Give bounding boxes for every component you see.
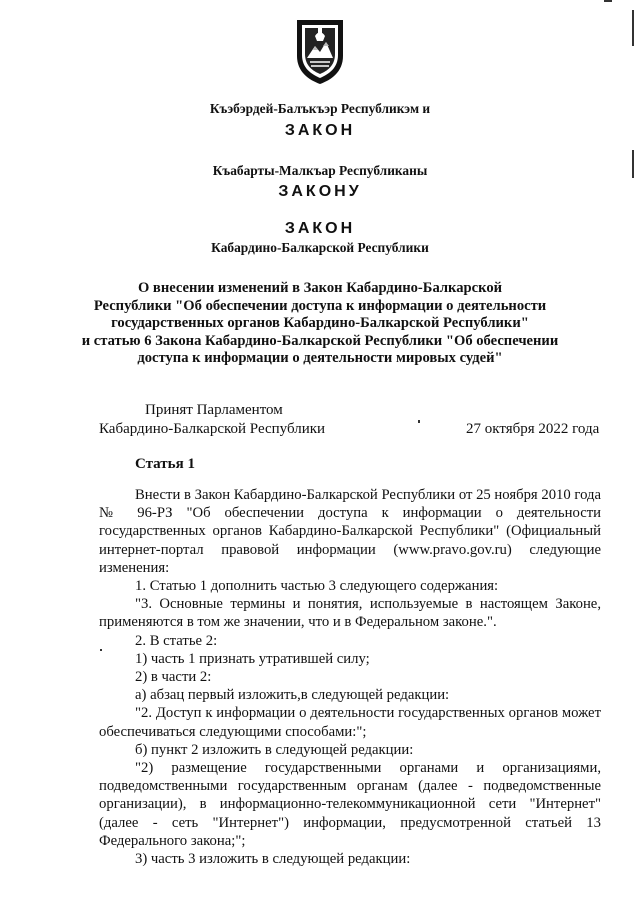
scan-artifact [632,150,634,178]
law-title [80,280,560,368]
russian-law-heading: ЗАКОН [284,220,356,237]
article-paragraph: "2) размещение государственными органами и организациями, подведомственными государственным органам (далее - подведомственные организации), в информационно-телекоммуникационной сети "Интернет" (далее - сеть "Интернет") информации, предусмотренной статьей 13 Федерального закона;"; [99,760,601,849]
title-line: О внесении изменений в Закон Кабардино-Балкарской [137,280,503,296]
scan-artifact [632,10,634,46]
adoption-date: 27 октября 2022 года [466,421,600,437]
article-paragraph: 1. Статью 1 дополнить частью 3 следующего содержания: [135,578,499,595]
scan-artifact [604,0,612,2]
article-paragraph: "3. Основные термины и понятия, используемые в настоящем Законе, применяются в том же значении, что и в Федеральном законе.". [99,596,601,631]
russian-republic-line: Кабардино-Балкарской Республики [211,240,429,255]
article-paragraph: 2. В статье 2: [135,632,218,649]
kabardian-law-heading: ЗАКОН [284,122,356,139]
title-line: Республики "Об обеспечении доступа к информации о деятельности [93,297,547,314]
coat-of-arms-emblem [293,16,347,86]
adopted-by-parliament: Принят Парламентом [145,402,283,418]
article-body [99,486,601,868]
article-paragraph: "2. Доступ к информации о деятельности государственных органов может обеспечиваться следующими способами:"; [99,705,601,740]
title-line: государственных органов Кабардино-Балкарской Республики" [111,315,529,332]
balkar-republic-line: Къабарты-Малкъар Республиканы [212,163,428,178]
kabardian-republic-line: Къэбэрдей-Балъкъэр Республикэм и [209,101,431,116]
title-line: и статью 6 Закона Кабардино-Балкарской Республики "Об обеспечении [81,332,559,349]
article-paragraph: б) пункт 2 изложить в следующей редакции: [135,741,414,758]
scan-artifact [100,649,102,651]
article-paragraph: 3) часть 3 изложить в следующей редакции: [135,851,411,868]
article-paragraph: Внести в Закон Кабардино-Балкарской Республики от 25 ноября 2010 года № 96-РЗ "Об обеспечении доступа к информации о деятельности государственных органов Кабардино-Балкарской Республики" (Официальный интернет-портал правовой информации (www.pravo.gov.ru) следующие изменения: [99,487,601,576]
article-heading: Статья 1 [135,456,195,472]
article-paragraph: 1) часть 1 признать утратившей силу; [135,650,370,667]
title-line: доступа к информации о деятельности мировых судей" [137,350,503,367]
article-paragraph: а) абзац первый изложить,в следующей редакции: [135,687,450,704]
balkar-law-heading: ЗАКОНУ [278,183,362,200]
adopting-parliament-name: Кабардино-Балкарской Республики [99,421,326,437]
scan-artifact [418,420,420,423]
article-paragraph: 2) в части 2: [135,669,212,686]
